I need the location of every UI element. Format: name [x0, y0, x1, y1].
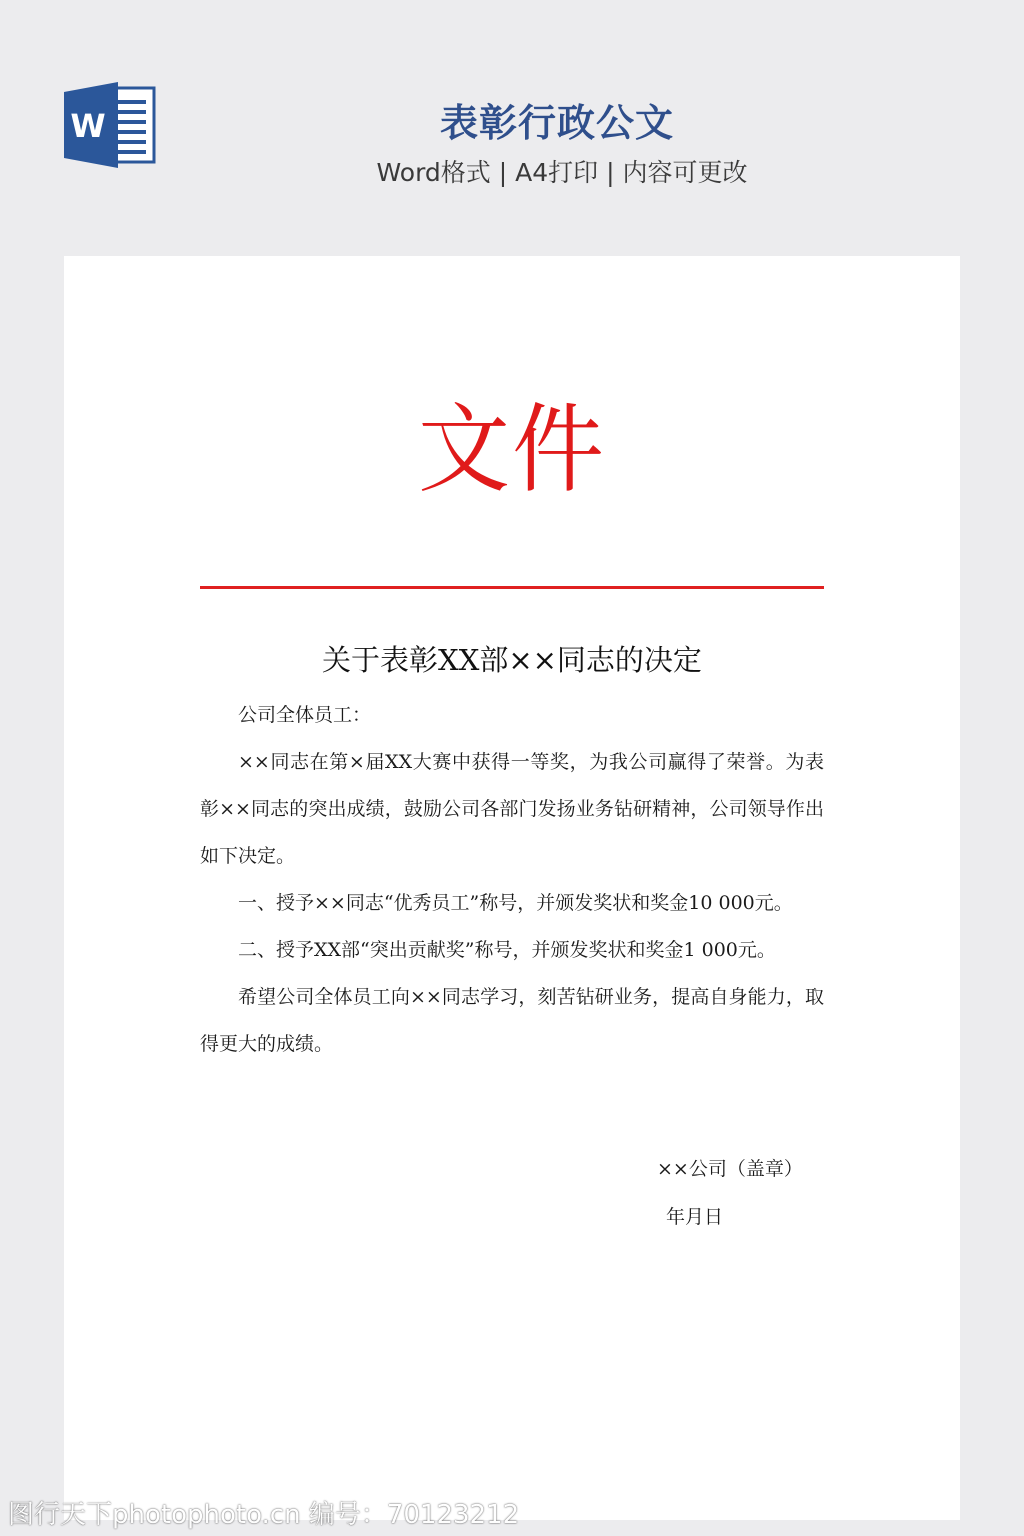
document-type-heading: 文件	[417, 393, 606, 507]
document-page	[64, 256, 960, 1520]
page-subtitle: Word格式 | A4打印 | 内容可更改	[376, 158, 748, 187]
date-line: 年月日	[666, 1206, 724, 1228]
signature-line: ××公司（盖章）	[657, 1158, 803, 1180]
red-divider-rule	[200, 586, 824, 589]
document-title: 关于表彰XX部××同志的决定	[322, 643, 702, 677]
body-paragraph-2: 一、授予××同志“优秀员工”称号，并颁发奖状和奖金10 000元。	[238, 892, 793, 914]
salutation: 公司全体员工：	[238, 704, 372, 726]
watermark-text: 图行天下photophoto.cn 编号：70123212	[8, 1500, 520, 1530]
body-paragraph-1: ××同志在第×届XX大赛中获得一等奖，为我公司赢得了荣誉。为表彰××同志的突出成绩，鼓励公司各部门发扬业务钻研精神，公司领导作出如下决定。	[200, 751, 824, 867]
body-paragraph-4: 希望公司全体员工向××同志学习，刻苦钻研业务，提高自身能力，取得更大的成绩。	[200, 986, 824, 1055]
word-logo-letter: W	[70, 107, 106, 145]
document-body	[200, 692, 824, 1068]
body-paragraph-3: 二、授予XX部“突出贡献奖”称号，并颁发奖状和奖金1 000元。	[238, 939, 776, 961]
page-title: 表彰行政公文	[439, 101, 674, 145]
